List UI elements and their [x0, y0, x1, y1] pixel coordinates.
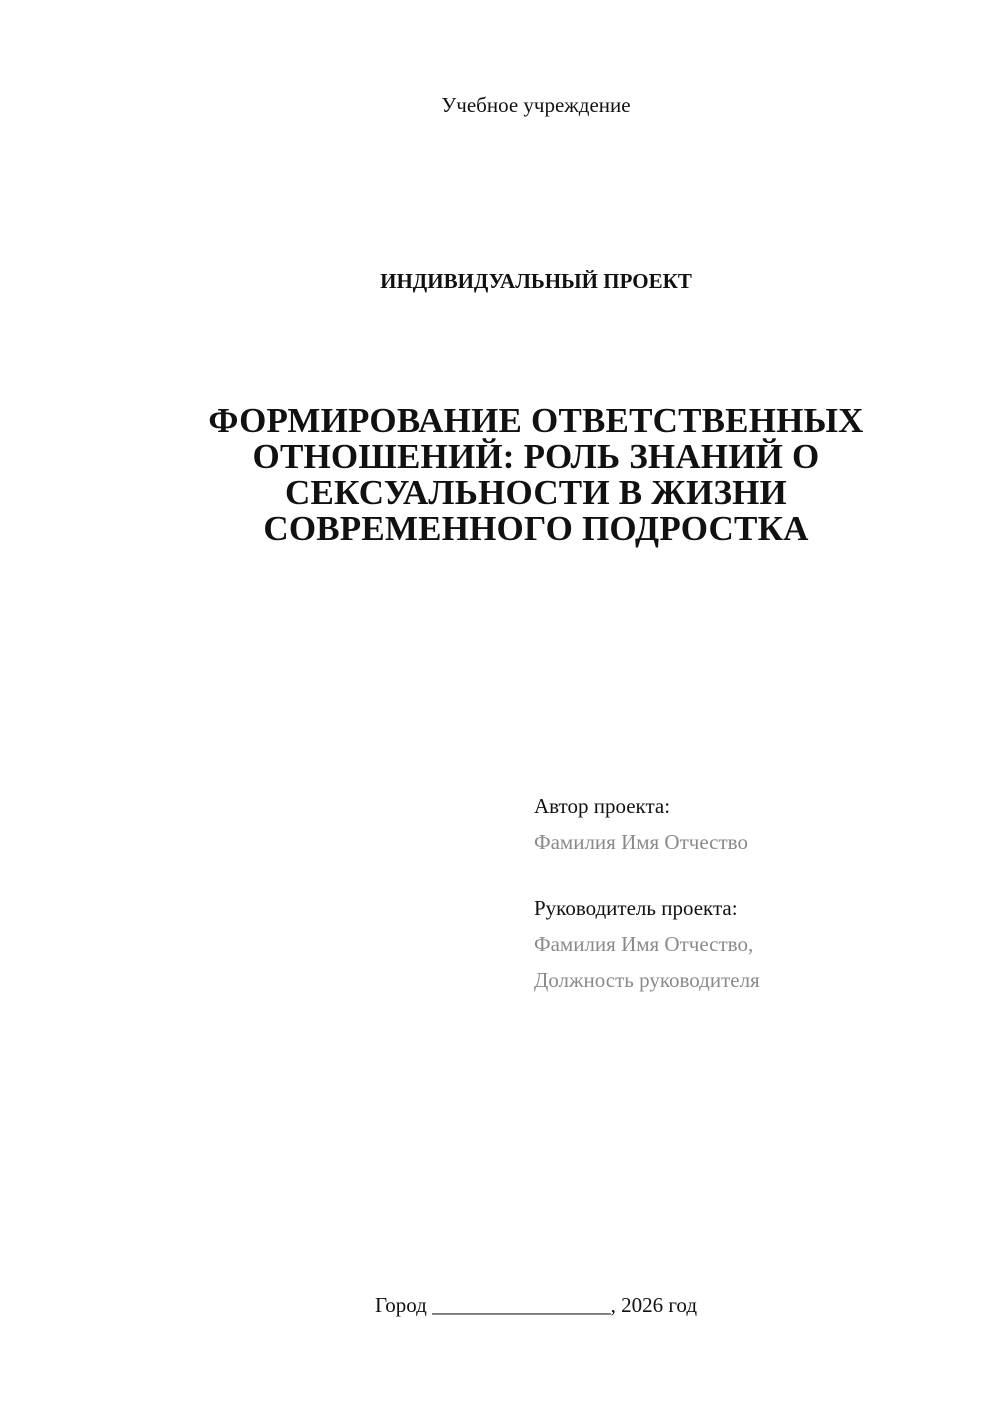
project-title-line: СЕКСУАЛЬНОСТИ В ЖИЗНИ	[285, 473, 787, 512]
supervisor-name-placeholder: Фамилия Имя Отчество,	[534, 932, 754, 956]
supervisor-position-placeholder: Должность руководителя	[534, 968, 760, 992]
document-type: ИНДИВИДУАЛЬНЫЙ ПРОЕКТ	[380, 269, 692, 293]
project-title	[150, 403, 922, 547]
author-label: Автор проекта:	[534, 794, 671, 818]
project-credits	[534, 788, 974, 998]
spacer	[534, 860, 974, 890]
supervisor-label: Руководитель проекта:	[534, 896, 738, 920]
institution-name: Учебное учреждение	[441, 93, 631, 117]
city-year-line: Город _________________, 2026 год	[374, 1293, 698, 1317]
project-title-line: ОТНОШЕНИЙ: РОЛЬ ЗНАНИЙ О	[252, 437, 820, 476]
author-name-placeholder: Фамилия Имя Отчество	[534, 830, 748, 854]
project-title-line: СОВРЕМЕННОГО ПОДРОСТКА	[263, 509, 809, 548]
project-title-line: ФОРМИРОВАНИЕ ОТВЕТСТВЕННЫХ	[208, 401, 864, 440]
